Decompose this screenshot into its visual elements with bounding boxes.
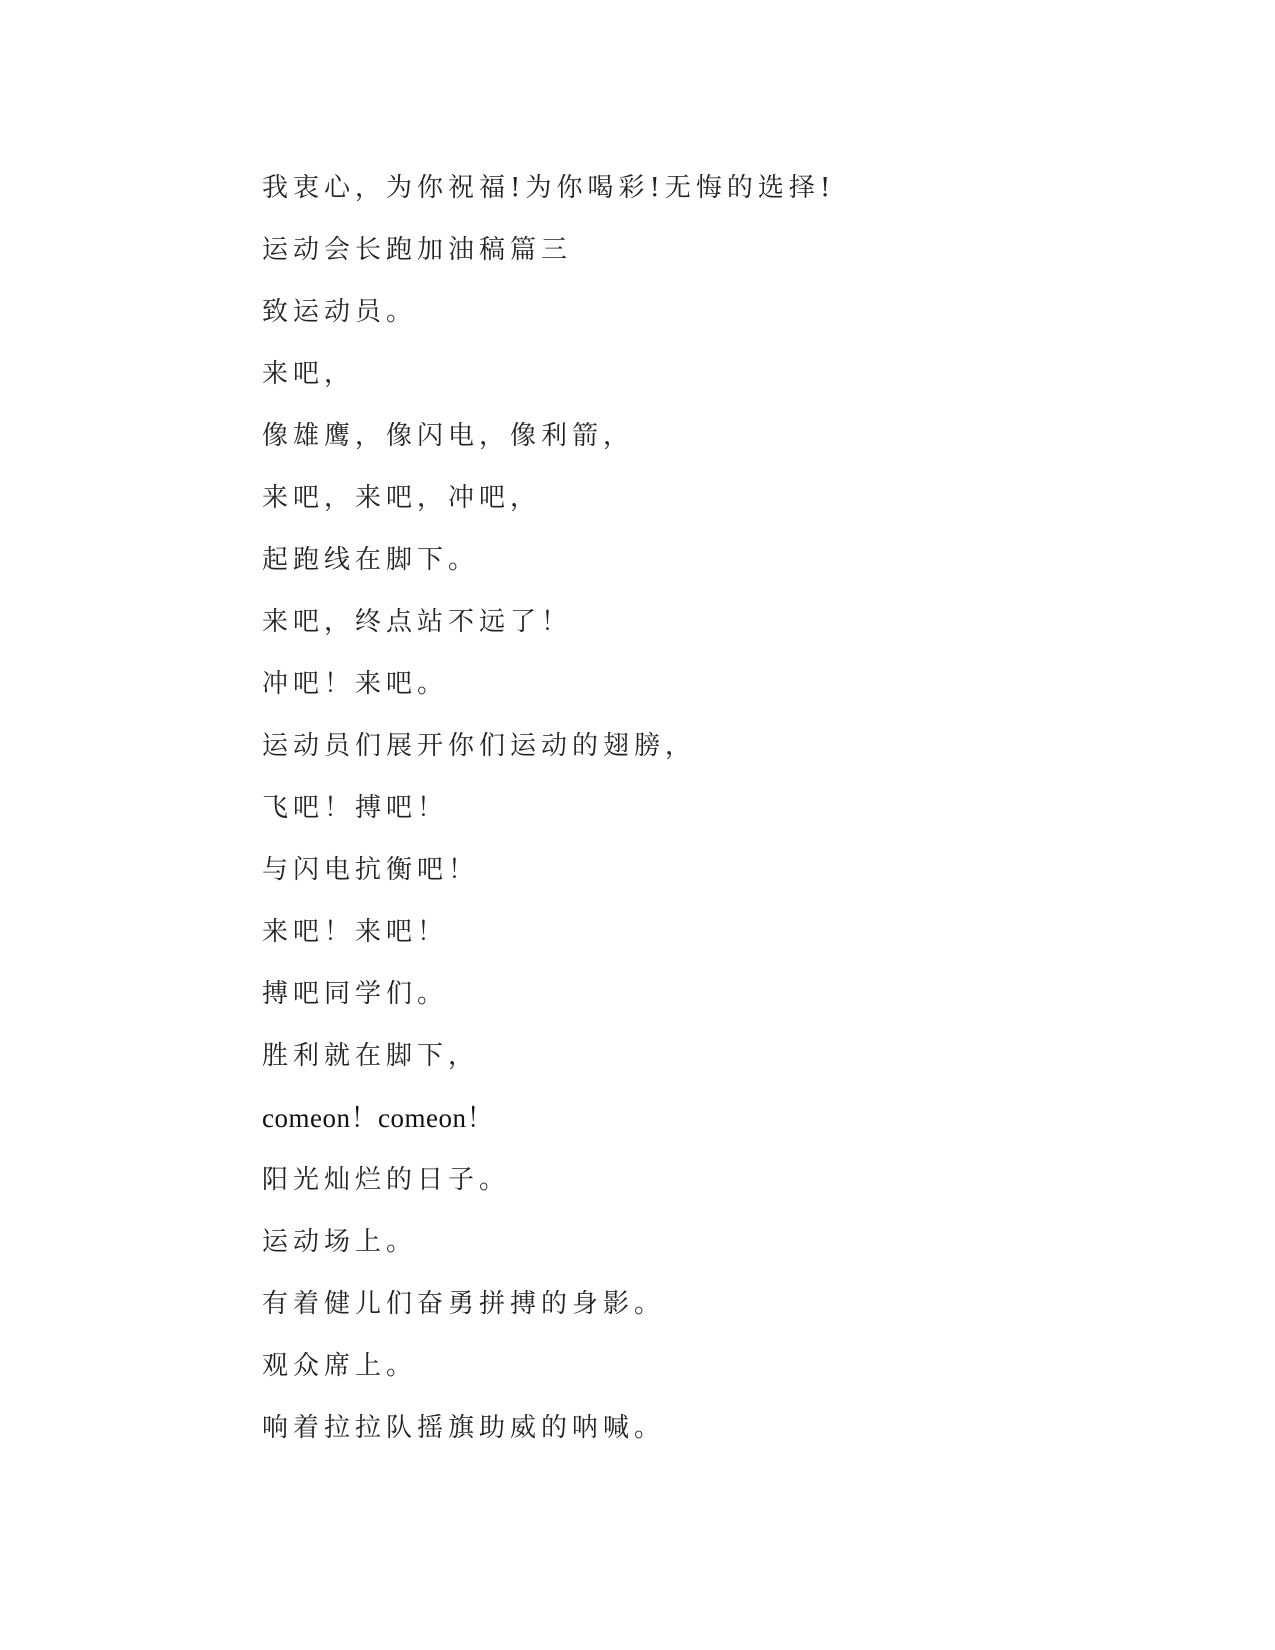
text-line: 来吧，来吧，冲吧， — [262, 483, 542, 513]
text-line: comeon！comeon！ — [262, 1103, 494, 1133]
section-heading: 运动会长跑加油稿篇三 — [262, 235, 573, 265]
text-line: 来吧！来吧！ — [262, 917, 449, 947]
text-line: 来吧， — [262, 359, 356, 389]
text-line: 与闪电抗衡吧！ — [262, 855, 480, 885]
text-line: 我衷心，为你祝福!为你喝彩!无悔的选择! — [262, 173, 836, 203]
text-line: 阳光灿烂的日子。 — [262, 1165, 511, 1195]
text-line: 来吧，终点站不远了！ — [262, 607, 573, 637]
text-line: 起跑线在脚下。 — [262, 545, 480, 575]
text-line: 像雄鹰，像闪电，像利箭， — [262, 421, 635, 451]
text-line: 响着拉拉队摇旗助威的呐喊。 — [262, 1413, 666, 1443]
text-line: 冲吧！来吧。 — [262, 669, 449, 699]
text-line: 致运动员。 — [262, 297, 418, 327]
text-line: 胜利就在脚下， — [262, 1041, 480, 1071]
text-line: 飞吧！搏吧！ — [262, 793, 449, 823]
text-line: 观众席上。 — [262, 1351, 418, 1381]
text-line: 运动员们展开你们运动的翅膀， — [262, 731, 697, 761]
text-line: 搏吧同学们。 — [262, 979, 449, 1009]
text-line: 运动场上。 — [262, 1227, 418, 1257]
document-body — [262, 168, 1062, 1470]
text-line: 有着健儿们奋勇拼搏的身影。 — [262, 1289, 666, 1319]
